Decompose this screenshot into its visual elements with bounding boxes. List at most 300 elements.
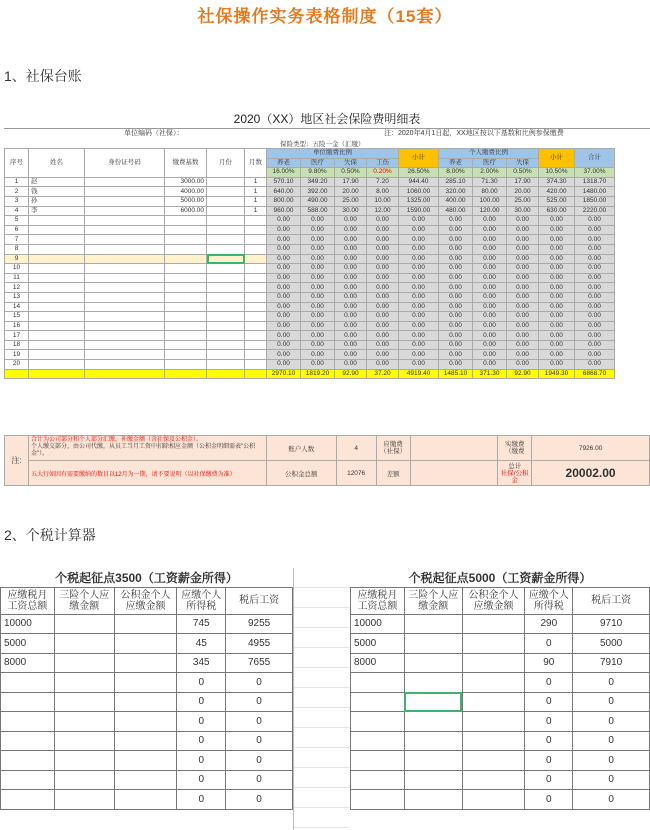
row-id[interactable]	[85, 244, 165, 254]
row-month[interactable]	[207, 196, 245, 206]
row-value: 0.00	[439, 360, 473, 370]
tax-header: 应缴税月工资总额	[1, 587, 55, 614]
row-month[interactable]	[207, 283, 245, 293]
row-id[interactable]	[85, 225, 165, 235]
tax-cell[interactable]	[1, 692, 55, 712]
tax-cell[interactable]	[114, 770, 177, 790]
row-base[interactable]	[165, 302, 207, 312]
row-value: 0.00	[439, 235, 473, 245]
tax-cell[interactable]	[351, 790, 405, 810]
tax-cell[interactable]	[54, 751, 114, 771]
table-row	[5, 225, 615, 235]
tax-cell[interactable]	[114, 634, 177, 654]
row-months[interactable]	[245, 235, 267, 245]
row-value: 0.00	[575, 312, 615, 322]
tax-cell: 0	[226, 770, 293, 790]
tax-cell[interactable]	[114, 614, 177, 634]
row-value: 480.00	[439, 206, 473, 216]
tax-row	[1, 653, 293, 673]
tax-cell[interactable]	[114, 692, 177, 712]
row-months[interactable]: 1	[245, 187, 267, 197]
row-base[interactable]	[165, 360, 207, 370]
tax-cell[interactable]	[114, 673, 177, 693]
row-months[interactable]	[245, 312, 267, 322]
row-id[interactable]	[85, 187, 165, 197]
row-id[interactable]	[85, 273, 165, 283]
tax-cell[interactable]	[1, 712, 55, 732]
row-value: 0.00	[267, 244, 301, 254]
row-name[interactable]	[29, 312, 85, 322]
tax-cell[interactable]	[404, 634, 462, 654]
row-id[interactable]	[85, 254, 165, 264]
row-id[interactable]	[85, 321, 165, 331]
row-base[interactable]	[165, 312, 207, 322]
row-id[interactable]	[85, 350, 165, 360]
row-base[interactable]	[165, 350, 207, 360]
row-months[interactable]	[245, 244, 267, 254]
row-months[interactable]	[245, 264, 267, 274]
tax-cell[interactable]	[351, 712, 405, 732]
fund-label: 社保/公积金	[500, 469, 529, 484]
row-value: 0.00	[575, 216, 615, 226]
row-value: 0.00	[301, 273, 335, 283]
tax-cell[interactable]	[404, 770, 462, 790]
row-name[interactable]	[29, 302, 85, 312]
row-base[interactable]	[165, 331, 207, 341]
row-value: 392.00	[301, 187, 335, 197]
row-value: 0.00	[367, 235, 399, 245]
row-value: 0.00	[575, 273, 615, 283]
row-value: 0.00	[539, 340, 575, 350]
row-base[interactable]	[165, 244, 207, 254]
total-value: 2970.10	[267, 369, 301, 379]
row-seq: 16	[5, 321, 29, 331]
row-value: 0.00	[439, 216, 473, 226]
tax-header: 税后工资	[573, 587, 650, 614]
insurance-type: 保险类型：五险一金（汇缴）	[280, 141, 365, 148]
row-value: 0.00	[539, 244, 575, 254]
tax-cell[interactable]	[404, 692, 462, 712]
row-value: 0.00	[507, 302, 539, 312]
table-row	[5, 235, 615, 245]
row-value: 0.00	[267, 302, 301, 312]
tax-row	[1, 790, 293, 810]
row-value: 0.00	[439, 350, 473, 360]
row-base[interactable]: 6000.00	[165, 206, 207, 216]
row-id[interactable]	[85, 235, 165, 245]
tax-cell[interactable]: 8000	[1, 653, 55, 673]
row-value: 0.00	[335, 312, 367, 322]
row-base[interactable]	[165, 340, 207, 350]
tax-cell[interactable]	[114, 731, 177, 751]
col-unit-ratio: 单位缴费比例	[267, 149, 399, 159]
row-value: 0.00	[399, 264, 439, 274]
row-value: 0.00	[507, 292, 539, 302]
row-name[interactable]	[29, 350, 85, 360]
tax-cell[interactable]	[462, 692, 525, 712]
rate-u-sub: 26.50%	[399, 168, 439, 178]
row-seq: 15	[5, 312, 29, 322]
row-month[interactable]	[207, 302, 245, 312]
tax-cell[interactable]	[404, 653, 462, 673]
tax-cell: 5000	[573, 634, 650, 654]
row-id[interactable]	[85, 196, 165, 206]
tax-cell[interactable]: 10000	[351, 614, 405, 634]
table-row	[5, 254, 615, 264]
row-month[interactable]	[207, 331, 245, 341]
tax-cell[interactable]	[462, 751, 525, 771]
row-base[interactable]	[165, 283, 207, 293]
fund-total: 12076	[336, 461, 376, 486]
row-month[interactable]	[207, 360, 245, 370]
tax-cell[interactable]	[404, 790, 462, 810]
row-months[interactable]	[245, 331, 267, 341]
row-value: 0.00	[575, 302, 615, 312]
row-base[interactable]	[165, 216, 207, 226]
row-value: 0.00	[367, 225, 399, 235]
footer-note-1: 合计为公司部分和个人部分汇缴，补缴金额（含社保及公积金）。	[30, 437, 202, 443]
tax-cell[interactable]	[351, 770, 405, 790]
row-id[interactable]	[85, 283, 165, 293]
tax-cell: 0	[573, 770, 650, 790]
row-value: 0.00	[473, 350, 507, 360]
tax-cell[interactable]	[462, 673, 525, 693]
row-seq: 14	[5, 302, 29, 312]
row-month[interactable]	[207, 206, 245, 216]
row-name[interactable]	[29, 360, 85, 370]
tax-cell: 0	[525, 790, 573, 810]
row-base[interactable]: 3000.00	[165, 177, 207, 187]
row-name[interactable]	[29, 254, 85, 264]
tax-cell: 0	[226, 712, 293, 732]
tax-header: 应缴个人所得税	[177, 587, 226, 614]
tax-cell[interactable]	[462, 731, 525, 751]
col-unit-subtotal: 小计	[399, 149, 439, 168]
tax-cell[interactable]	[114, 653, 177, 673]
row-months[interactable]: 1	[245, 196, 267, 206]
row-month[interactable]	[207, 350, 245, 360]
row-id[interactable]	[85, 312, 165, 322]
row-value: 1480.00	[575, 187, 615, 197]
tax-cell[interactable]	[351, 692, 405, 712]
row-months[interactable]: 1	[245, 177, 267, 187]
tax-cell: 0	[226, 692, 293, 712]
tax-cell[interactable]	[54, 634, 114, 654]
row-month[interactable]	[207, 312, 245, 322]
row-value: 0.00	[575, 321, 615, 331]
table-row	[5, 264, 615, 274]
rate-u-unemp: 0.50%	[335, 168, 367, 178]
tax-caption-3500: 个税起征点3500（工资薪金所得）	[1, 568, 293, 587]
row-value: 0.00	[575, 283, 615, 293]
rate-u-pension: 16.00%	[267, 168, 301, 178]
row-months[interactable]	[245, 302, 267, 312]
row-month[interactable]	[207, 321, 245, 331]
row-name[interactable]	[29, 273, 85, 283]
row-id[interactable]	[85, 360, 165, 370]
row-value: 0.00	[335, 331, 367, 341]
row-name[interactable]	[29, 235, 85, 245]
tax-cell[interactable]	[404, 712, 462, 732]
tax-cell[interactable]	[1, 731, 55, 751]
tax-cell[interactable]: 8000	[351, 653, 405, 673]
row-value: 0.00	[507, 216, 539, 226]
tax-cell: 0	[525, 692, 573, 712]
tax-cell[interactable]	[462, 770, 525, 790]
row-value: 0.00	[473, 273, 507, 283]
row-month[interactable]	[207, 225, 245, 235]
row-months[interactable]	[245, 292, 267, 302]
row-name[interactable]: 孙	[29, 196, 85, 206]
tax-cell: 4955	[226, 634, 293, 654]
row-value: 0.00	[301, 244, 335, 254]
row-value: 120.00	[473, 206, 507, 216]
col-base: 缴费基数	[165, 149, 207, 178]
row-base[interactable]	[165, 292, 207, 302]
row-value: 0.00	[399, 350, 439, 360]
tax-cell: 345	[177, 653, 226, 673]
tax-header: 三险个人应缴金额	[54, 587, 114, 614]
footer-note-label: 注:	[5, 436, 29, 486]
tax-cell[interactable]	[54, 653, 114, 673]
row-value: 0.00	[301, 235, 335, 245]
row-value: 349.20	[301, 177, 335, 187]
row-month[interactable]	[207, 235, 245, 245]
row-value: 0.00	[539, 321, 575, 331]
total-value: 4919.40	[399, 369, 439, 379]
tax-cell[interactable]	[54, 770, 114, 790]
col-months: 月数	[245, 149, 267, 178]
row-value: 0.00	[301, 302, 335, 312]
row-name[interactable]	[29, 321, 85, 331]
tax-cell[interactable]: 10000	[1, 614, 55, 634]
row-id[interactable]	[85, 216, 165, 226]
row-months[interactable]	[245, 360, 267, 370]
row-value: 0.00	[399, 331, 439, 341]
row-value: 400.00	[439, 196, 473, 206]
row-value: 0.00	[267, 312, 301, 322]
row-name[interactable]	[29, 264, 85, 274]
tax-cell[interactable]	[1, 673, 55, 693]
row-id[interactable]	[85, 331, 165, 341]
row-seq: 10	[5, 264, 29, 274]
row-value: 0.00	[507, 321, 539, 331]
tax-calculator-3500	[0, 568, 293, 810]
row-value: 0.00	[367, 283, 399, 293]
row-month[interactable]	[207, 264, 245, 274]
row-name[interactable]	[29, 340, 85, 350]
tax-row	[351, 614, 650, 634]
row-value: 0.00	[301, 312, 335, 322]
tax-cell[interactable]	[54, 712, 114, 732]
row-id[interactable]	[85, 292, 165, 302]
row-id[interactable]	[85, 302, 165, 312]
row-value: 0.00	[267, 292, 301, 302]
tax-cell: 0	[525, 751, 573, 771]
tax-cell[interactable]	[1, 790, 55, 810]
row-id[interactable]	[85, 206, 165, 216]
row-base[interactable]	[165, 264, 207, 274]
row-value: 0.00	[335, 321, 367, 331]
row-value: 0.00	[439, 302, 473, 312]
tax-row	[351, 751, 650, 771]
tax-cell[interactable]	[404, 673, 462, 693]
row-seq: 17	[5, 331, 29, 341]
row-base[interactable]: 5000.00	[165, 196, 207, 206]
row-value: 0.00	[301, 350, 335, 360]
row-name[interactable]: 赵	[29, 177, 85, 187]
row-value: 0.00	[301, 360, 335, 370]
tax-header: 税后工资	[226, 587, 293, 614]
total-value: 371.30	[473, 369, 507, 379]
row-value: 30.00	[335, 206, 367, 216]
grand-total: 20002.00	[532, 461, 650, 486]
row-base[interactable]	[165, 321, 207, 331]
row-value: 0.00	[473, 216, 507, 226]
row-value: 588.00	[301, 206, 335, 216]
tax-row	[351, 653, 650, 673]
row-value: 0.00	[539, 254, 575, 264]
tax-cell[interactable]	[114, 751, 177, 771]
col-p-unemp: 失保	[507, 158, 539, 168]
row-month[interactable]	[207, 292, 245, 302]
row-name[interactable]	[29, 292, 85, 302]
row-month[interactable]	[207, 244, 245, 254]
row-name[interactable]	[29, 331, 85, 341]
row-months[interactable]	[245, 225, 267, 235]
row-value: 0.00	[367, 321, 399, 331]
row-months[interactable]	[245, 216, 267, 226]
row-month[interactable]	[207, 273, 245, 283]
tax-cell[interactable]	[462, 614, 525, 634]
row-value: 0.00	[473, 292, 507, 302]
row-value: 0.00	[539, 360, 575, 370]
row-name[interactable]: 钱	[29, 187, 85, 197]
table-row	[5, 340, 615, 350]
row-months[interactable]	[245, 321, 267, 331]
row-value: 2220.00	[575, 206, 615, 216]
tax-cell[interactable]	[462, 634, 525, 654]
row-month[interactable]	[207, 187, 245, 197]
row-value: 0.00	[507, 312, 539, 322]
rate-p-pension: 8.00%	[439, 168, 473, 178]
row-value: 0.00	[267, 216, 301, 226]
row-value: 0.00	[473, 225, 507, 235]
row-value: 0.00	[439, 340, 473, 350]
row-id[interactable]	[85, 340, 165, 350]
row-value: 0.00	[507, 254, 539, 264]
row-name[interactable]	[29, 216, 85, 226]
row-value: 0.00	[507, 360, 539, 370]
tax-cell[interactable]	[54, 614, 114, 634]
row-months[interactable]	[245, 340, 267, 350]
tax-cell[interactable]	[54, 731, 114, 751]
tax-cell[interactable]	[1, 751, 55, 771]
tax-cell[interactable]	[351, 751, 405, 771]
row-base[interactable]	[165, 225, 207, 235]
row-value: 0.00	[301, 264, 335, 274]
tax-cell[interactable]	[114, 790, 177, 810]
tax-cell[interactable]	[54, 790, 114, 810]
tax-cell: 745	[177, 614, 226, 634]
tax-row	[1, 731, 293, 751]
tax-cell[interactable]	[54, 673, 114, 693]
tax-cell[interactable]	[351, 731, 405, 751]
tax-cell[interactable]: 5000	[351, 634, 405, 654]
row-id[interactable]	[85, 264, 165, 274]
row-name[interactable]: 李	[29, 206, 85, 216]
tax-cell[interactable]	[404, 614, 462, 634]
tax-cell[interactable]	[54, 692, 114, 712]
row-value: 490.00	[301, 196, 335, 206]
tax-cell[interactable]	[404, 751, 462, 771]
row-value: 0.00	[335, 225, 367, 235]
row-value: 0.00	[507, 283, 539, 293]
row-month[interactable]	[207, 340, 245, 350]
row-base[interactable]	[165, 235, 207, 245]
tax-header: 应缴个人所得税	[525, 587, 573, 614]
row-base[interactable]: 4000.00	[165, 187, 207, 197]
row-months[interactable]	[245, 350, 267, 360]
row-month[interactable]	[207, 216, 245, 226]
row-value: 0.00	[399, 302, 439, 312]
tax-header: 公积金个人应缴金额	[114, 587, 177, 614]
row-value: 0.00	[539, 350, 575, 360]
row-value: 17.90	[507, 177, 539, 187]
table-row	[5, 244, 615, 254]
row-value: 0.00	[267, 283, 301, 293]
row-value: 0.00	[439, 331, 473, 341]
row-months[interactable]	[245, 254, 267, 264]
row-value: 0.00	[267, 350, 301, 360]
row-name[interactable]	[29, 283, 85, 293]
row-name[interactable]	[29, 244, 85, 254]
row-base[interactable]	[165, 254, 207, 264]
row-value: 10.00	[367, 196, 399, 206]
row-value: 0.00	[399, 216, 439, 226]
section-heading-tax: 2、个税计算器	[4, 527, 96, 543]
row-month[interactable]	[207, 177, 245, 187]
row-base[interactable]	[165, 273, 207, 283]
row-value: 0.00	[473, 312, 507, 322]
tax-cell[interactable]	[114, 712, 177, 732]
row-value: 0.00	[539, 312, 575, 322]
tax-cell[interactable]	[462, 712, 525, 732]
row-value: 0.00	[367, 292, 399, 302]
tax-cell[interactable]	[462, 790, 525, 810]
sheet-title: 2020（XX）地区社会保险费明细表	[233, 112, 421, 126]
col-id: 身份证号码	[85, 149, 165, 178]
tax-cell[interactable]	[404, 731, 462, 751]
row-months[interactable]	[245, 273, 267, 283]
row-month[interactable]	[207, 254, 245, 264]
row-value: 0.00	[575, 264, 615, 274]
row-months[interactable]: 1	[245, 206, 267, 216]
row-months[interactable]	[245, 283, 267, 293]
row-value: 0.00	[473, 360, 507, 370]
row-id[interactable]	[85, 177, 165, 187]
tax-cell[interactable]: 5000	[1, 634, 55, 654]
row-value: 0.00	[439, 254, 473, 264]
tax-cell[interactable]	[351, 673, 405, 693]
tax-cell: 0	[226, 731, 293, 751]
table-row	[5, 273, 615, 283]
tax-cell[interactable]	[462, 653, 525, 673]
tax-cell[interactable]	[1, 770, 55, 790]
row-value: 0.00	[473, 264, 507, 274]
row-value: 0.00	[539, 225, 575, 235]
row-name[interactable]	[29, 225, 85, 235]
